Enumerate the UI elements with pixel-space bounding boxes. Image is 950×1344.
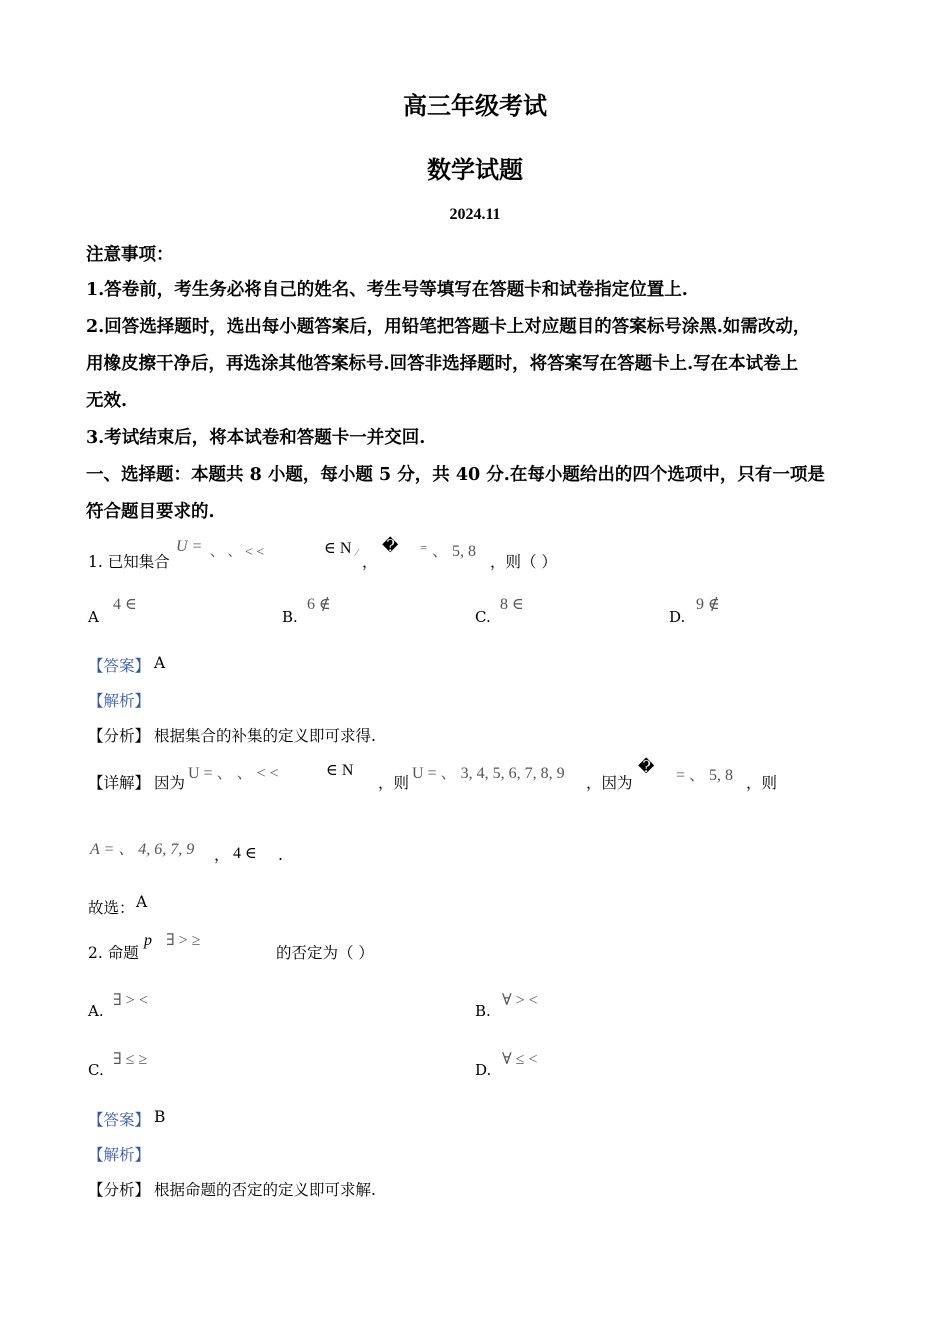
q1-option-c-label: C.: [475, 608, 491, 626]
section-heading-line-1: 一、选择题：本题共 8 小题，每小题 5 分，共 40 分.在每小题给出的四个选项中，只有一项是: [86, 465, 825, 485]
q1-xiangjie-math-1: U = 、 、 < <: [188, 765, 279, 782]
q2-option-a-label: A.: [88, 1002, 104, 1020]
q1-suffix: ，则（ ）: [490, 553, 557, 571]
q1-option-a-math: 4 ∈: [113, 596, 137, 613]
q1-math-in-n: ∈ N: [324, 540, 352, 557]
q2-option-d-label: D.: [475, 1061, 492, 1079]
q2-prefix: 2. 命题: [88, 944, 139, 962]
q1-answer: A: [154, 654, 166, 672]
q2-answer: B: [154, 1108, 166, 1126]
notice-item-3: 3.考试结束后，将本试卷和答题卡一并交回.: [86, 428, 426, 448]
q2-option-b-label: B.: [475, 1002, 491, 1020]
q1-jiexi-tag: 【解析】: [88, 692, 151, 710]
notice-heading: 注意事项：: [86, 245, 174, 265]
q1-xiangjie-because: ，因为: [586, 774, 633, 792]
q1-option-a-label: A: [88, 608, 99, 626]
section-heading-line-2: 符合题目要求的.: [86, 502, 215, 522]
q2-option-c-label: C.: [88, 1061, 104, 1079]
q1-option-b-label: B.: [282, 608, 298, 626]
q2-suffix: 的否定为（ ）: [276, 944, 374, 962]
q2-fenxi-tag: 【分析】: [88, 1181, 151, 1199]
q1-math-marks: 、 、 < <: [210, 545, 265, 560]
q1-xiangjie-math-2: ∈ N: [326, 762, 354, 779]
q1-xiangjie-prefix: 因为: [154, 774, 186, 792]
notice-item-2-line-1: 2.回答选择题时，选出每小题答案后，用铅笔把答题卡上对应题目的答案标号涂黑.如需改动，: [86, 317, 811, 337]
q1-math-sub: ⁄: [356, 548, 358, 559]
q1-fenxi: 根据集合的补集的定义即可求得.: [154, 727, 376, 745]
q1-line2-math-2: 4 ∈: [233, 845, 257, 862]
q2-math-body: ∃ > ≥: [166, 932, 201, 949]
notice-item-1: 1.答卷前，考生务必将自己的姓名、考生号等填写在答题卡和试卷指定位置上.: [86, 280, 688, 300]
q1-option-d-math: 9 ∉: [696, 596, 720, 613]
q2-option-d-math: ∀ ≤ <: [502, 1051, 538, 1068]
q1-prefix: 1. 已知集合: [88, 553, 170, 571]
q1-glyph: �: [382, 538, 399, 555]
q1-math-u: U =: [176, 538, 203, 555]
notice-item-2-line-3: 无效.: [86, 391, 128, 411]
q1-xiangjie-math-3: U = 、 3, 4, 5, 6, 7, 8, 9: [412, 765, 565, 782]
q1-line2-comma: ，: [214, 846, 230, 864]
q2-option-a-math: ∃ > <: [113, 992, 148, 1009]
q1-option-d-label: D.: [669, 608, 686, 626]
q1-guxuan: 故选：: [88, 899, 135, 917]
q2-fenxi: 根据命题的否定的定义即可求解.: [154, 1181, 376, 1199]
q2-option-b-math: ∀ > <: [502, 992, 538, 1009]
q2-jiexi-tag: 【解析】: [88, 1146, 151, 1164]
q1-guxuan-answer: A: [136, 893, 148, 911]
q1-xiangjie-glyph: �: [638, 759, 655, 776]
q1-math-eq: =: [420, 540, 428, 555]
q2-answer-tag: 【答案】: [88, 1111, 151, 1129]
exam-subtitle: 数学试题: [427, 155, 523, 184]
q1-line2-math-1: A = 、 4, 6, 7, 9: [90, 841, 195, 858]
q2-option-c-math: ∃ ≤ ≥: [113, 1051, 148, 1068]
exam-date: 2024.11: [449, 206, 501, 223]
q1-answer-tag: 【答案】: [88, 657, 151, 675]
q2-math-p: p: [144, 932, 152, 949]
q1-math-set: 、 5, 8: [432, 543, 477, 560]
q1-fenxi-tag: 【分析】: [88, 727, 151, 745]
q1-option-b-math: 6 ∉: [307, 596, 331, 613]
q1-option-c-math: 8 ∈: [500, 596, 524, 613]
q1-xiangjie-math-4: = 、 5, 8: [676, 767, 734, 784]
exam-title: 高三年级考试: [403, 91, 547, 120]
q1-xiangjie-then: ，则: [378, 774, 410, 792]
q1-comma: ，: [362, 553, 378, 571]
q1-xiangjie-tag: 【详解】: [88, 774, 151, 792]
q1-xiangjie-then-2: ，则: [746, 774, 778, 792]
q1-line2-end: .: [278, 846, 283, 864]
notice-item-2-line-2: 用橡皮擦干净后，再选涂其他答案标号.回答非选择题时，将答案写在答题卡上.写在本试卷上: [86, 354, 799, 374]
